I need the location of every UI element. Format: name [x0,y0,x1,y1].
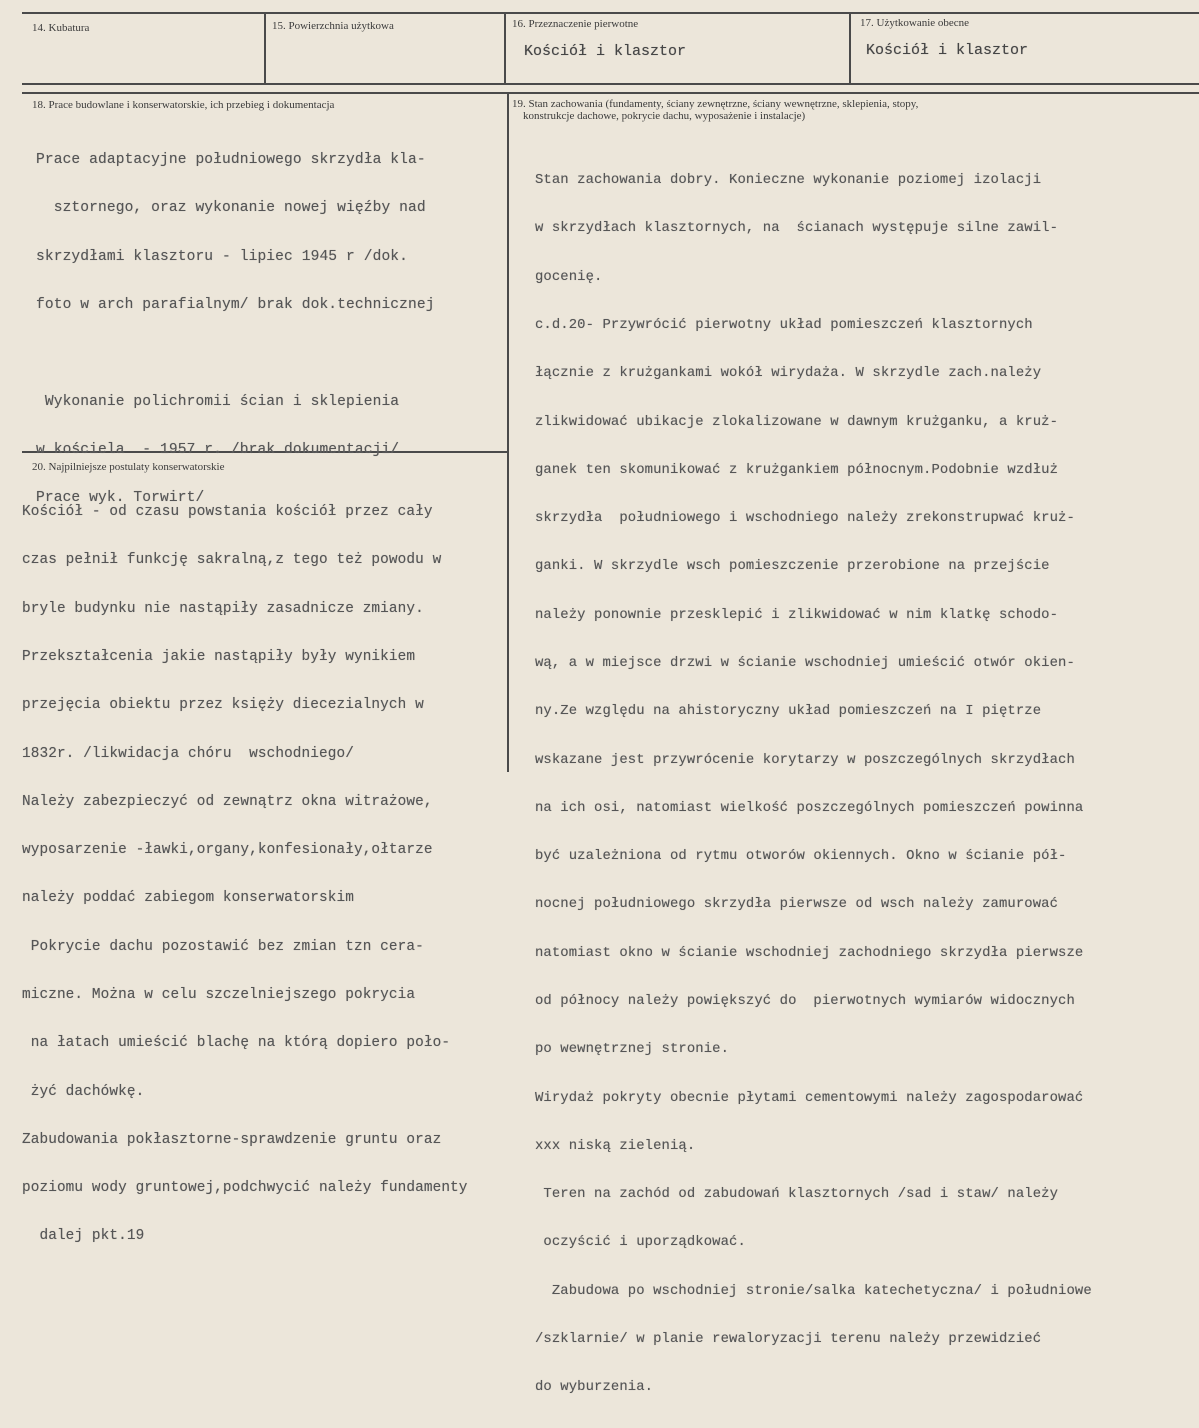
field-14-label: 14. Kubatura [32,22,90,34]
divider-16-17 [849,12,851,84]
top-rule [22,12,1199,14]
field-19-line: po wewnętrznej stronie. [535,1041,730,1058]
divider-15-16 [504,12,506,84]
field-18-line: Prace wyk. Torwirt/ [36,490,205,507]
field-20-line: na łatach umieścić blachę na którą dopiero poło- [22,1035,451,1052]
field-19-label-line2: konstrukcje dachowe, pokrycie dachu, wyposażenie i instalacje) [523,110,806,122]
field-16-value: Kościół i klasztor [524,43,687,60]
divider-14-15 [264,12,266,84]
field-19-line: od północy należy powiększyć do pierwotnych wymiarów widocznych [535,992,1075,1009]
field-19-line: należy ponownie przesklepić i zlikwidować w nim klatkę schodo- [535,606,1059,623]
field-20-line: Pokrycie dachu pozostawić bez zmian tzn cera- [22,938,424,955]
field-17-label: 17. Użytkowanie obecne [860,17,970,29]
field-20-line: czas pełnił funkcję sakralną,z tego też powodu w [22,552,442,569]
field-19-line: oczyścić i uporządkować. [535,1234,746,1251]
field-19-line: natomiast okno w ścianie wschodniej zachodniego skrzydła pierwsze [535,944,1084,961]
field-19-line: Wirydaż pokryty obecnie płytami cementowymi należy zagospodarować [535,1089,1084,1106]
field-19-label-line1: 19. Stan zachowania (fundamenty, ściany zewnętrzne, ściany wewnętrzne, sklepienia, stopy, [512,98,919,110]
field-19-line: c.d.20- Przywrócić pierwotny układ pomieszczeń klasztornych [535,317,1033,334]
field-19-line: skrzydła południowego i wschodniego należy zrekonstrupwać kruż- [535,510,1075,527]
field-19-line: zlikwidować ubikacje zlokalizowane w dawnym krużganku, a kruż- [535,413,1059,430]
row1-bottom-rule [22,83,1199,85]
field-19-line: ny.Ze względu na ahistoryczny układ pomieszczeń na I piętrze [535,703,1042,720]
field-19-line: Teren na zachód od zabudowań klasztornych /sad i staw/ należy [535,1186,1059,1203]
field-20-line: należy poddać zabiegom konserwatorskim [22,890,354,907]
field-18-line: Wykonanie polichromii ścian i sklepienia [36,393,400,410]
field-19-line: nocnej południowego skrzydła pierwsze od wsch należy zamurować [535,896,1059,913]
field-20-line: Przekształcenia jakie nastąpiły były wynikiem [22,649,416,666]
field-19-line: być uzależniona od rytmu otworów okiennych. Okno w ścianie pół- [535,848,1067,865]
field-20-label: 20. Najpilniejsze postulaty konserwatorskie [32,461,225,473]
field-20-line: 1832r. /likwidacja chóru wschodniego/ [22,745,354,762]
field-20-line: wyposarzenie -ławki,organy,konfesionały,ołtarze [22,842,433,859]
field-20-line: Kościół - od czasu powstania kościół przez cały [22,504,433,521]
field-19-line: Stan zachowania dobry. Konieczne wykonanie poziomej izolacji [535,172,1042,189]
field-18-label: 18. Prace budowlane i konserwatorskie, ich przebieg i dokumentacja [32,99,335,111]
field-19-line: Zabudowa po wschodniej stronie/salka katechetyczna/ i południowe [535,1282,1092,1299]
field-20-line: przejęcia obiektu przez księży diecezialnych w [22,697,424,714]
field-19-line: gocenię. [535,268,603,285]
field-19-line: do wyburzenia. [535,1379,654,1396]
field-20-text [22,472,468,1277]
field-20-line: Zabudowania pokłasztorne-sprawdzenie gruntu oraz [22,1131,442,1148]
field-17-value: Kościół i klasztor [866,42,1029,59]
field-19-line: /szklarnie/ w planie rewaloryzacji terenu należy przewidzieć [535,1330,1042,1347]
field-19-line: łącznie z krużgankami wokół wirydaża. W skrzydle zach.należy [535,365,1042,382]
field-18-line: skrzydłami klasztoru - lipiec 1945 r /dok. [36,248,409,265]
field-18-line: w kościela - 1957 r. /brak dokumentacji/ [36,441,400,458]
field-18-line: Prace adaptacyjne południowego skrzydła kla- [36,152,426,169]
field-20-line: Należy zabezpieczyć od zewnątrz okna witrażowe, [22,793,433,810]
field-19-line: w skrzydłach klasztornych, na ścianach występuje silne zawil- [535,220,1059,237]
field-19-line: wskazane jest przywrócenie korytarzy w poszczególnych skrzydłach [535,751,1075,768]
field-20-line: poziomu wody gruntowej,podchwycić należy fundamenty [22,1180,468,1197]
field-19-line: xxx niską zielenią. [535,1137,696,1154]
field-20-line: żyć dachówkę. [22,1083,145,1100]
field-19-line: na ich osi, natomiast wielkość poszczególnych pomieszczeń powinna [535,799,1084,816]
field-19-line: ganki. W skrzydle wsch pomieszczenie przerobione na przejście [535,558,1050,575]
field-18-line: foto w arch parafialnym/ brak dok.technicznej [36,297,435,314]
field-19-line: ganek ten skomunikować z krużgankiem północnym.Podobnie wzdłuż [535,461,1059,478]
field-18-line: sztornego, oraz wykonanie nowej więźby nad [36,200,426,217]
field-20-line: dalej pkt.19 [22,1228,145,1245]
field-16-label: 16. Przeznaczenie pierwotne [512,18,639,30]
field-19-text [535,140,1092,1428]
field-20-line: miczne. Można w celu szczelniejszego pokrycia [22,987,416,1003]
field-18-line [36,345,435,361]
row2-top-rule [22,92,1199,94]
field-20-line: bryle budynku nie nastąpiły zasadnicze zmiany. [22,600,424,617]
field-19-line: wą, a w miejsce drzwi w ścianie wschodniej umieścić otwór okien- [535,655,1075,671]
divider-18-19 [507,92,509,772]
field-15-label: 15. Powierzchnia użytkowa [272,20,394,32]
